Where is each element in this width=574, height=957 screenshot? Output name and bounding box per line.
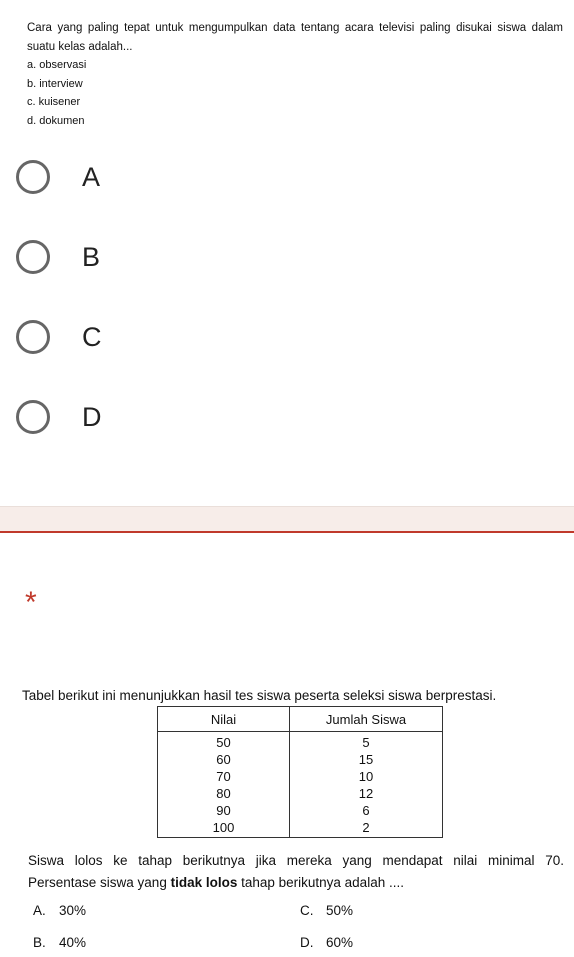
choice-c[interactable] bbox=[16, 317, 216, 361]
required-marker: * bbox=[25, 586, 37, 619]
question-1-text: Cara yang paling tepat untuk mengumpulkan data tentang acara televisi paling disukai siswa dalam suatu kelas adalah... bbox=[27, 22, 563, 53]
section-divider-line bbox=[0, 531, 574, 533]
table-cell: 60 bbox=[158, 751, 290, 768]
table-row bbox=[158, 819, 443, 838]
question-1-option: b. interview bbox=[27, 77, 83, 90]
table-cell: 5 bbox=[290, 732, 443, 752]
table-header: Jumlah Siswa bbox=[290, 707, 443, 732]
table-row bbox=[158, 751, 443, 768]
score-table bbox=[157, 706, 443, 838]
choice-b[interactable] bbox=[16, 237, 216, 281]
question-1-option: a. observasi bbox=[27, 59, 87, 71]
question-1-option: d. dokumen bbox=[27, 114, 85, 127]
question-2-intro: Tabel berikut ini menunjukkan hasil tes siswa peserta seleksi siswa berprestasi. bbox=[22, 688, 497, 703]
table-header-row bbox=[158, 707, 443, 732]
choice-label: A bbox=[82, 162, 101, 192]
table-cell: 90 bbox=[158, 802, 290, 819]
answer-value: 60% bbox=[326, 935, 354, 950]
question-2-line-1: Siswa lolos ke tahap berikutnya jika mereka yang mendapat nilai minimal 70. bbox=[28, 853, 564, 868]
choice-a[interactable] bbox=[16, 157, 216, 201]
choice-label: D bbox=[82, 402, 102, 432]
table-cell: 2 bbox=[290, 819, 443, 838]
answer-value: 40% bbox=[59, 935, 87, 950]
choice-label: B bbox=[82, 242, 101, 272]
radio-button[interactable] bbox=[16, 320, 50, 354]
question-2-text-part: tahap berikutnya adalah .... bbox=[237, 875, 404, 890]
choice-d[interactable] bbox=[16, 397, 216, 441]
radio-button[interactable] bbox=[16, 400, 50, 434]
answer-option-b bbox=[33, 934, 86, 952]
table-row bbox=[158, 768, 443, 785]
answer-option-d bbox=[300, 934, 353, 952]
question-1-option: c. kuisener bbox=[27, 96, 81, 108]
question-2-emphasis: tidak lolos bbox=[170, 875, 238, 890]
answer-value: 30% bbox=[59, 903, 87, 918]
answer-option-c bbox=[300, 902, 353, 920]
answer-letter: D. bbox=[300, 935, 314, 950]
question-2-text bbox=[28, 850, 564, 894]
table-row bbox=[158, 802, 443, 819]
section-divider bbox=[0, 506, 574, 533]
answer-letter: A. bbox=[33, 903, 46, 918]
table-cell: 70 bbox=[158, 768, 290, 785]
table-cell: 80 bbox=[158, 785, 290, 802]
radio-button[interactable] bbox=[16, 240, 50, 274]
table-cell: 100 bbox=[158, 819, 290, 838]
question-1-options bbox=[27, 56, 86, 130]
table-cell: 6 bbox=[290, 802, 443, 819]
table-row bbox=[158, 785, 443, 802]
table-cell: 15 bbox=[290, 751, 443, 768]
answer-option-a bbox=[33, 902, 86, 920]
table-row bbox=[158, 732, 443, 752]
table-cell: 10 bbox=[290, 768, 443, 785]
answer-value: 50% bbox=[326, 903, 354, 918]
answer-letter: C. bbox=[300, 903, 314, 918]
answer-letter: B. bbox=[33, 935, 46, 950]
choice-label: C bbox=[82, 322, 102, 352]
question-2-text-part: Persentase siswa yang bbox=[28, 875, 171, 890]
table-cell: 50 bbox=[158, 732, 290, 752]
table-header: Nilai bbox=[158, 707, 290, 732]
table-cell: 12 bbox=[290, 785, 443, 802]
radio-button[interactable] bbox=[16, 160, 50, 194]
question-2-line-2 bbox=[28, 872, 564, 894]
